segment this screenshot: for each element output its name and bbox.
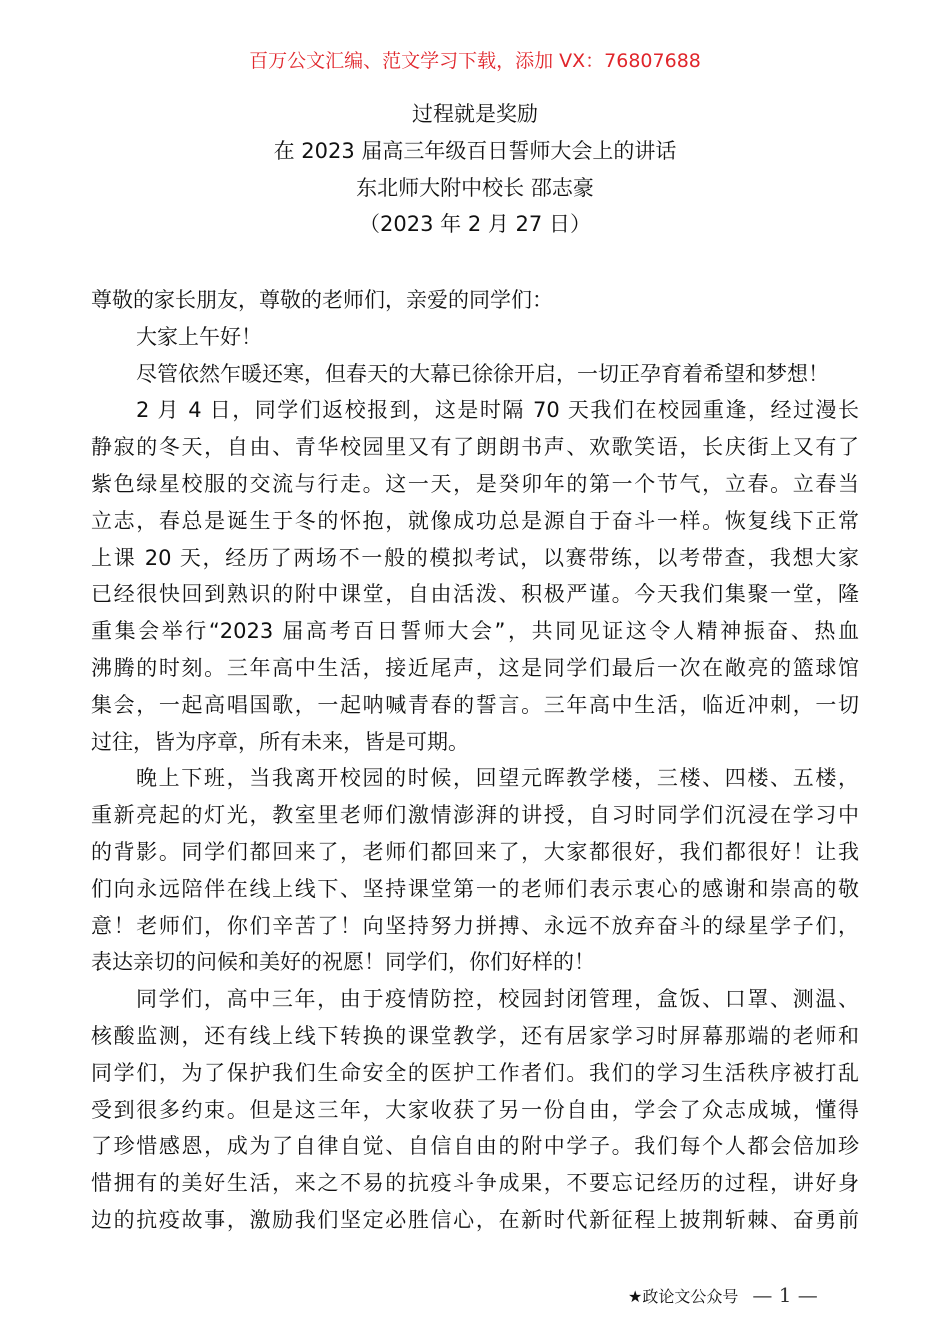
text-line: 尽管依然乍暖还寒，但春天的大幕已徐徐开启，一切正孕育着希望和梦想！ (136, 361, 829, 386)
paragraph (91, 760, 859, 981)
paragraph (91, 282, 859, 319)
text-line: 表达亲切的问候和美好的祝愿！同学们，你们好样的！ (91, 950, 595, 975)
text-line: 已经很快回到熟识的附中课堂，自由活泼、积极严谨。今天我们集聚一堂，隆 (91, 582, 859, 607)
text-line: 尊敬的家长朋友，尊敬的老师们，亲爱的同学们： (91, 288, 553, 312)
text-line: 立志，春总是诞生于冬的怀抱，就像成功总是源自于奋斗一样。恢复线下正常 (91, 508, 859, 533)
text-line: 2 月 4 日，同学们返校报到，这是时隔 70 天我们在校园重逢，经过漫长 (136, 398, 859, 423)
text-line: 静寂的冬天，自由、青华校园里又有了朗朗书声、欢歌笑语，长庆街上又有了 (91, 435, 859, 460)
text-line: 过往，皆为序章，所有未来，皆是可期。 (91, 729, 469, 754)
document-date: （2023 年 2 月 27 日） (359, 212, 591, 236)
paragraph (91, 319, 859, 356)
text-line: 惜拥有的美好生活，来之不易的抗疫斗争成果，不要忘记经历的过程，讲好身 (91, 1171, 859, 1196)
text-line: 受到很多约束。但是这三年，大家收获了另一份自由，学会了众志成城，懂得 (91, 1097, 859, 1122)
text-line: 紫色绿星校服的交流与行走。这一天，是癸卯年的第一个节气，立春。立春当 (91, 471, 859, 496)
text-line: 们向永远陪伴在线上线下、坚持课堂第一的老师们表示衷心的感谢和崇高的敬 (91, 876, 859, 901)
text-line: 边的抗疫故事，激励我们坚定必胜信心，在新时代新征程上披荆斩棘、奋勇前 (91, 1207, 859, 1232)
text-line: 沸腾的时刻。三年高中生活，接近尾声，这是同学们最后一次在敞亮的篮球馆 (91, 655, 859, 680)
text-line: 重集会举行“2023 届高考百日誓师大会”，共同见证这令人精神振奋、热血 (91, 619, 859, 644)
text-line: 同学们，高中三年，由于疫情防控，校园封闭管理，盒饭、口罩、测温、 (136, 987, 859, 1012)
text-line: 集会，一起高唱国歌，一起呐喊青春的誓言。三年高中生活，临近冲刺，一切 (91, 692, 859, 717)
text-line: 核酸监测，还有线上线下转换的课堂教学，还有居家学习时屏幕那端的老师和 (91, 1023, 859, 1048)
watermark-banner: 百万公文汇编、范文学习下载，添加 VX：76807688 (249, 50, 701, 72)
text-line: 晚上下班，当我离开校园的时候，回望元晖教学楼，三楼、四楼、五楼， (136, 766, 859, 791)
text-line: 大家上午好！ (136, 324, 262, 349)
document-title: 过程就是奖励 (412, 102, 538, 126)
document-body (91, 282, 859, 1239)
text-line: 上课 20 天，经历了两场不一般的模拟考试，以赛带练，以考带查，我想大家 (91, 545, 859, 570)
paragraph (91, 981, 859, 1239)
text-line: 同学们，为了保护我们生命安全的医护工作者们。我们的学习生活秩序被打乱 (91, 1060, 859, 1085)
paragraph (91, 392, 859, 760)
footer-source: ★政论文公众号 (628, 1286, 739, 1306)
page-footer (628, 1283, 818, 1307)
document-subtitle: 在 2023 届高三年级百日誓师大会上的讲话 (273, 139, 677, 163)
text-line: 重新亮起的灯光，教室里老师们激情澎湃的讲授，自习时同学们沉浸在学习中 (91, 803, 859, 828)
document-author: 东北师大附中校长 邵志豪 (356, 176, 594, 200)
text-line: 的背影。同学们都回来了，老师们都回来了，大家都很好，我们都很好！让我 (91, 839, 859, 864)
paragraph (91, 356, 859, 393)
text-line: 意！老师们，你们辛苦了！向坚持努力拼搏、永远不放弃奋斗的绿星学子们， (91, 913, 859, 938)
text-line: 了珍惜感恩，成为了自律自觉、自信自由的附中学子。我们每个人都会倍加珍 (91, 1134, 859, 1159)
page-number: — 1 — (752, 1283, 818, 1307)
